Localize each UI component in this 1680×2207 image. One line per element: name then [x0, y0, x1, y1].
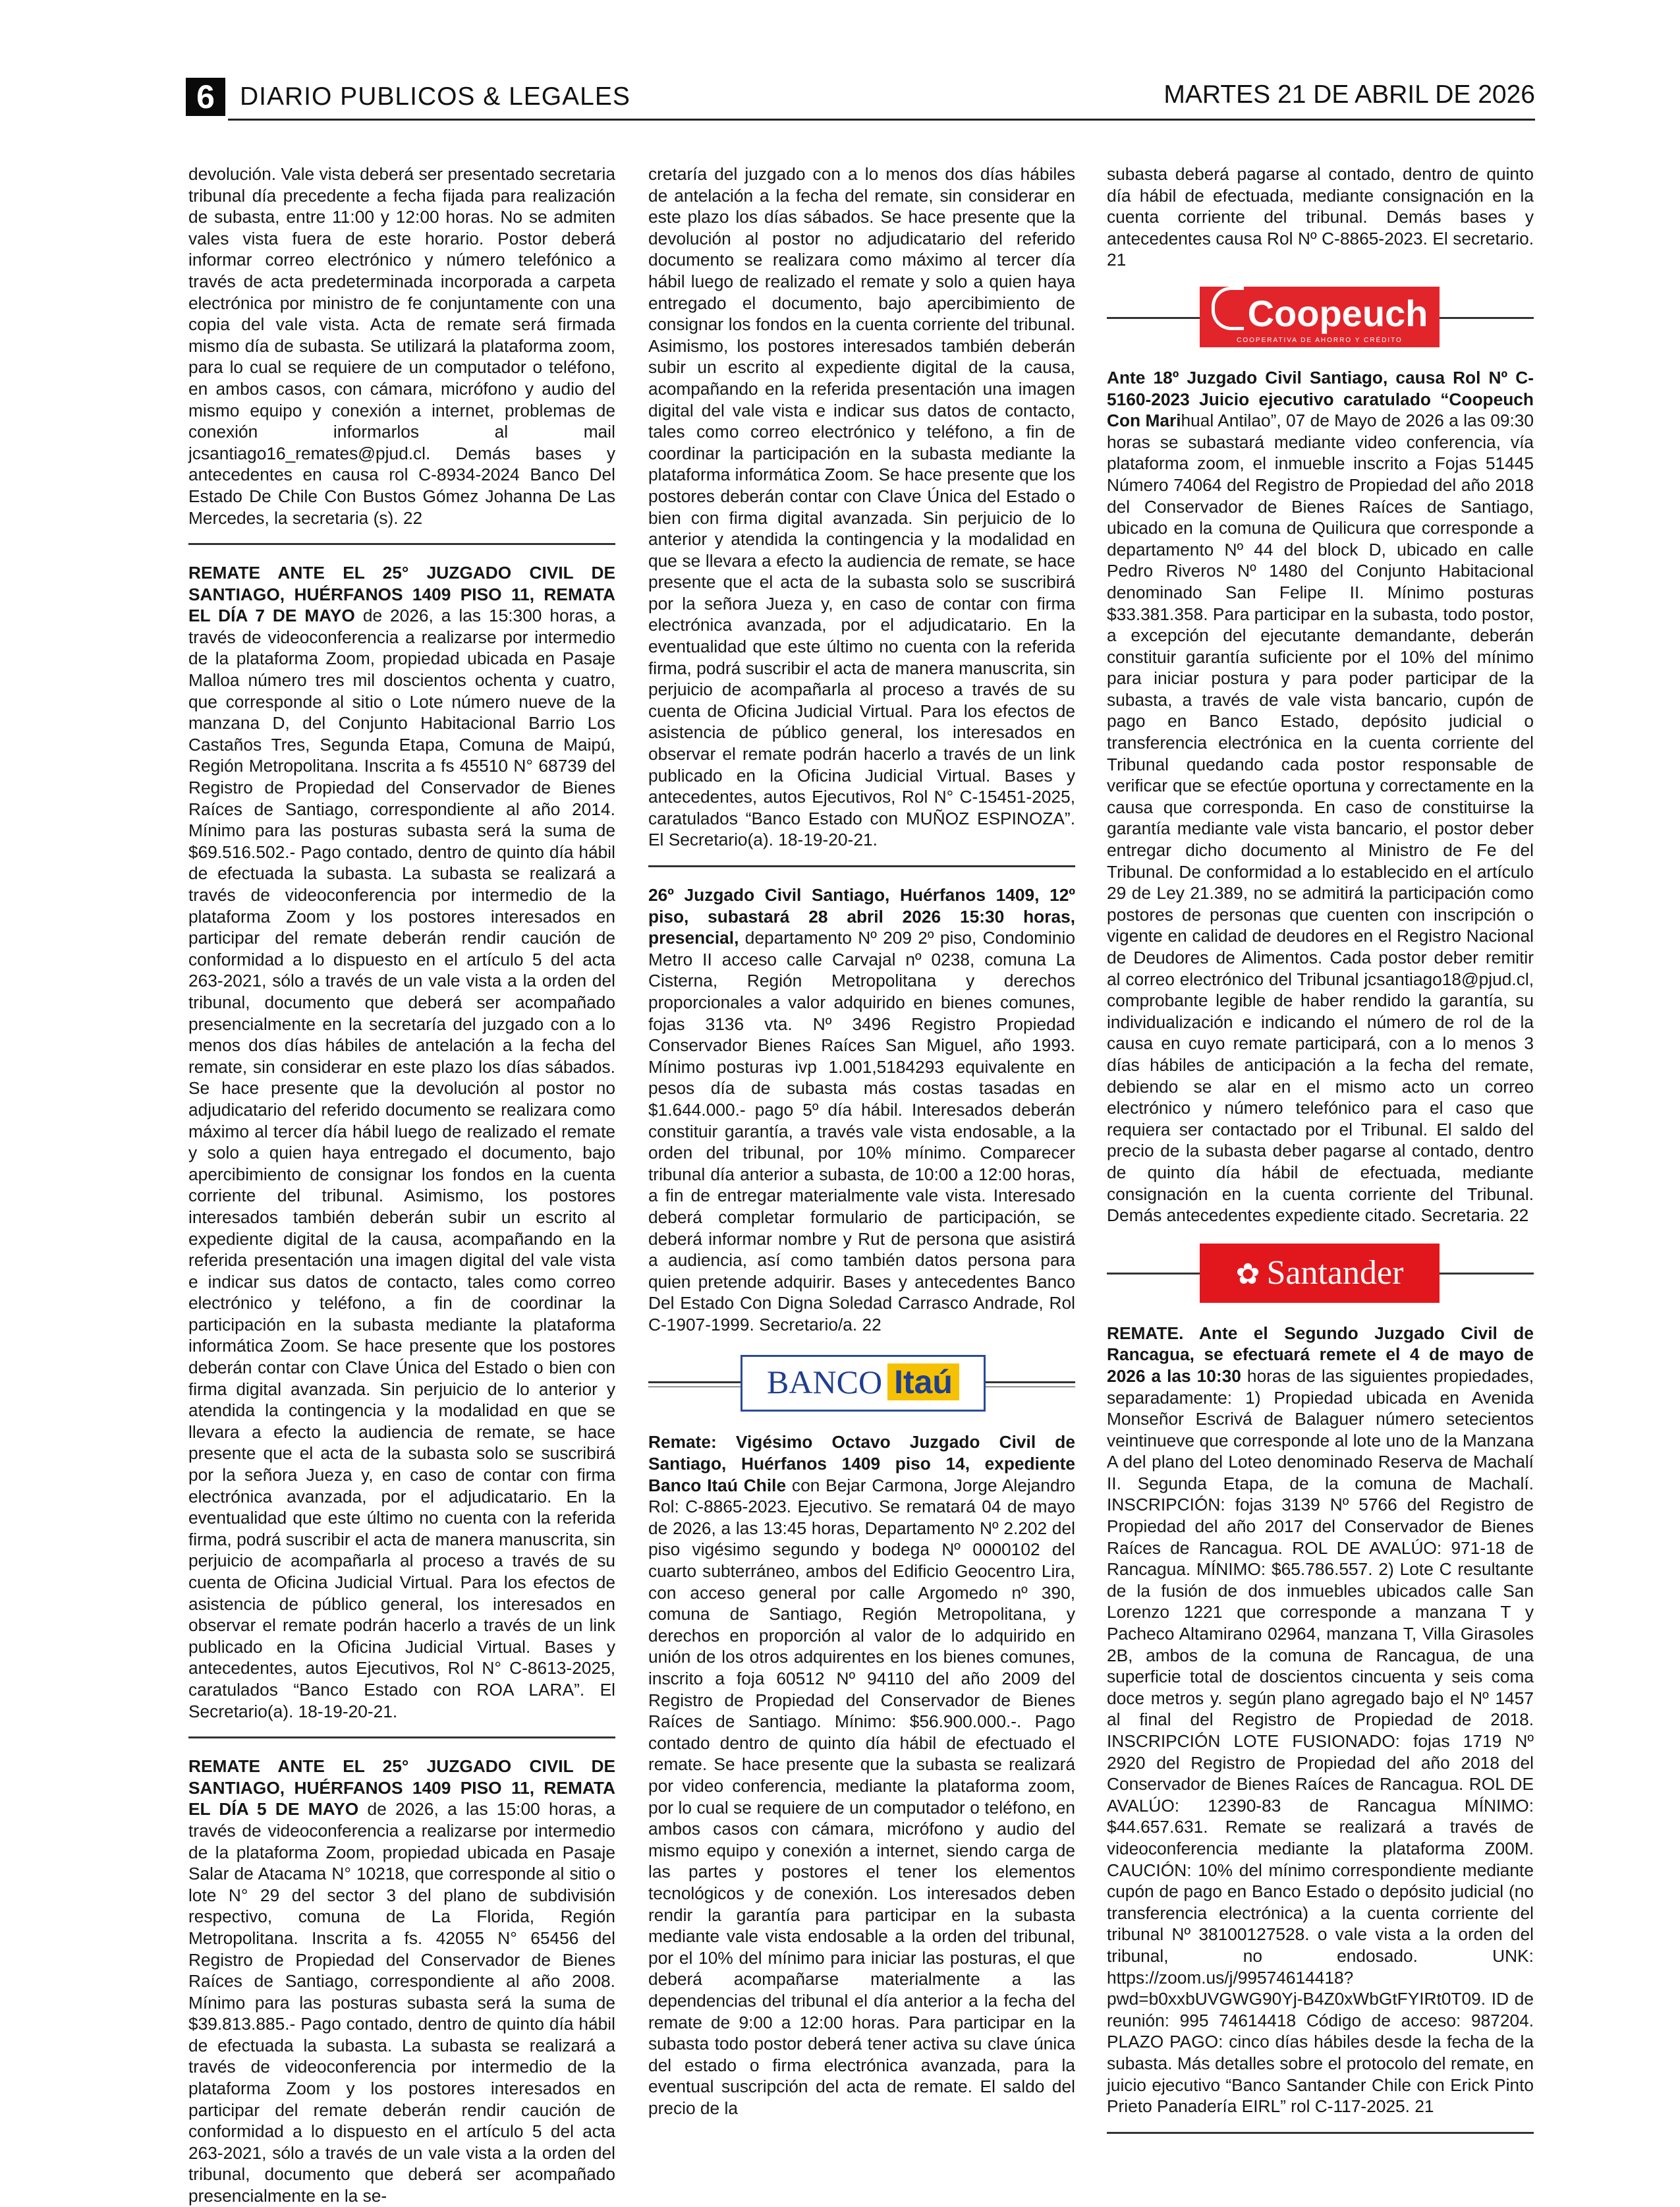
santander-logo-row — [1107, 1238, 1534, 1309]
notice-heading: REMATE ANTE EL 25° JUZGADO CIVIL DE SANTIAGO, HUÉRFANOS 1409 PISO 11, REMATA EL DÍA 7 DE MAYO — [188, 563, 615, 626]
column-2 — [648, 163, 1075, 2119]
legal-notice — [1107, 367, 1534, 1226]
legal-notice — [1107, 1323, 1534, 2117]
logo-coopeuch-tagline: COOPERATIVA DE AHORRO Y CRÉDITO — [1237, 336, 1403, 344]
column-1 — [188, 163, 615, 2207]
banco-itau-logo-row — [648, 1347, 1075, 1418]
notice-heading: REMATE. Ante el Segundo Juzgado Civil de Rancagua, se efectuará remete el 4 de mayo de 2026 a las 10:30 — [1107, 1323, 1534, 1386]
santander-flame-icon: ✿ — [1235, 1257, 1260, 1290]
legal-notice — [648, 1431, 1075, 2119]
header-rule — [228, 119, 1535, 121]
coopeuch-logo-row — [1107, 283, 1534, 354]
santander-logo — [1200, 1244, 1440, 1303]
legal-notice — [188, 562, 615, 1722]
notice-heading: Ante 18º Juzgado Civil Santiago, causa Rol Nº C-5160-2023 Juicio ejecutivo caratulado “Coopeuch Con Mari — [1107, 367, 1534, 431]
notice-body: departamento Nº 209 2º piso, Condominio Metro II acceso calle Carvajal nº 0238, comuna La Cisterna, Región Metropolitana y derechos proporcionales a valor adquirido en bienes comunes, fojas 3136 vta. Nº 3496 Registro Propiedad Conservador Bienes Raíces San Miguel, año 1993. Mínimo posturas ivp 1.001,5184293 equivalente en pesos día de subasta más costas tasadas en $1.644.000.- pago 5º día hábil. Interesados deberán constituir garantía, a través vale vista endosable, a la orden del tribunal, por 10% mínimo. Comparecer tribunal día anterior a subasta, de 10:00 a 12:00 horas, a fin de entregar materialmente vale vista. Interesado deberá completar formulario de participación, se deberá informar nombre y Rut de persona que asistirá a audiencia, así como también datos persona para quien pretende adquirir. Bases y antecedentes Banco Del Estado Con Digna Soledad Carrasco Andrade, Rol C-1907-1999. Secretario/a. 22 — [648, 928, 1075, 1334]
coopeuch-logo — [1200, 287, 1440, 347]
column-3 — [1107, 163, 1534, 2151]
page-header — [186, 78, 1535, 116]
notice-divider — [188, 543, 615, 545]
notice-continuation: devolución. Vale vista deberá ser presentado secretaria tribunal día precedente a fecha fijada para realización de subasta, entre 11:00 y 12:00 horas. No se admiten vales vista fuera de este horario. Postor deberá informar correo electrónico y número telefónico a través de acta predeterminada incorporada a carpeta electrónica por ministro de fe conjuntamente con una copia del vale vista. Acta de remate será firmada mismo día de subasta. Se utilizará la plataforma zoom, para lo cual se requiere de un computador o teléfono, en ambos casos, con cámara, micrófono y audio del mismo equipo y conexión a internet, problemas de conexión informarlos al mail jcsantiago16_remates@pjud.cl. Demás bases y antecedentes en causa rol C-8934-2024 Banco Del Estado De Chile Con Bustos Gómez Johanna De Las Mercedes, la secretaria (s). 22 — [188, 164, 615, 528]
notice-heading: REMATE ANTE EL 25° JUZGADO CIVIL DE SANTIAGO, HUÉRFANOS 1409 PISO 11, REMATA EL DÍA 5 DE MAYO — [188, 1756, 615, 1820]
notice-body: con Bejar Carmona, Jorge Alejandro Rol: C-8865-2023. Ejecutivo. Se rematará 04 de mayo de 2026, a las 13:45 horas, Departamento Nº 2.202 del piso vigésimo segundo y bodega Nº 0000102 del cuarto subterráneo, ambos del Edificio Geocentro Lira, con acceso general por calle Argomedo nº 390, comuna de Santiago, Región Metropolitana, y derechos en proporción al valor de lo adquirido en unión de los otros adquirentes en los bienes comunes, inscrito a foja 60512 Nº 94110 del año 2009 del Registro de Propiedad del Conservador de Bienes Raíces de Santiago. Mínimo: $56.900.000.-. Pago contado dentro de quinto día hábil de efectuado el remate. Se hace presente que la subasta se realizará por video conferencia, mediante la plataforma zoom, por lo cual se requiere de un computador o teléfono, en ambos casos con cámara, micrófono y audio del mismo equipo y conexión a internet, siendo carga de las partes y postores el tener los elementos tecnológicos y de conexión. Los interesados deben rendir la garantía para participar en la subasta mediante vale vista endosable a la orden del tribunal, por el 10% del mínimo para iniciar las posturas, el que deberá acompañarse materialmente a las dependencias del tribunal el día anterior a la fecha del remate de 9:00 a 12:00 horas. Para participar en la subasta todo postor deberá tener activa su clave única del estado o firma electrónica avanzada, para la eventual suscripción del acta de remate. El saldo del precio de la — [648, 1475, 1075, 2118]
notice-heading: 26º Juzgado Civil Santiago, Huérfanos 1409, 12º piso, subastará 28 abril 2026 15:30 horas, presencial, — [648, 885, 1075, 948]
coopeuch-mark-icon — [1212, 287, 1244, 330]
notice-body: de 2026, a las 15:00 horas, a través de videoconferencia a realizarse por intermedio de la plataforma Zoom, propiedad ubicada en Pasaje Salar de Atacama N° 10218, que corresponde al sitio o lote N° 29 del sector 3 del plano de subdivisión respectivo, comuna de La Florida, Región Metropolitana. Inscrita a fs. 42055 N° 65456 del Registro de Propiedad del Conservador de Bienes Raíces de Santiago, correspondiente al año 2008. Mínimo para las posturas subasta será la suma de $39.813.885.- Pago contado, dentro de quinto día hábil de efectuada la subasta. La subasta se realizará a través de videoconferencia por intermedio de la plataforma Zoom y los postores interesados en participar del remate deberán rendir caución de conformidad a lo dispuesto en el artículo 5 del acta 263-2021, sólo a través de un vale vista a la orden del tribunal, documento que deberá ser acompañado presencialmente en la se- — [188, 1799, 615, 2206]
legal-notice — [648, 884, 1075, 1335]
logo-coopeuch-text: Coopeuch — [1247, 292, 1428, 334]
page-number: 6 — [186, 78, 225, 116]
notice-body: de 2026, a las 15:300 horas, a través de videoconferencia a realizarse por intermedio de la plataforma Zoom, propiedad ubicada en Pasaje Malloa número tres mil doscientos ochenta y cuatro, que corresponde al sitio o Lote número nueve de la manzana D, del Conjunto Habitacional Barrio Los Castaños Tres, Segunda Etapa, Comuna de Maipú, Región Metropolitana. Inscrita a fs 45510 N° 68739 del Registro de Propiedad del Conservador de Bienes Raíces de Santiago, correspondiente al año 2014. Mínimo para las posturas subasta será la suma de $69.516.502.- Pago contado, dentro de quinto día hábil de efectuada la subasta. La subasta se realizará a través de videoconferencia por intermedio de la plataforma Zoom y los postores interesados en participar del remate deberán rendir caución de conformidad a lo dispuesto en el artículo 5 del acta 263-2021, sólo a través de un vale vista a la orden del tribunal, documento que deberá ser acompañado presencialmente en la secretaría del juzgado con a lo menos dos días hábiles de antelación a la fecha del remate, sin considerar en este plazo los días sábados. Se hace presente que la devolución al postor no adjudicatario del referido documento se realizara como máximo al tercer día hábil luego de realizado el remate y solo a quien haya entregado el documento, bajo apercibimiento de consignar los fondos en la cuenta corriente del tribunal. Asimismo, los postores interesados también deberán subir un escrito al expediente digital de la causa, acompañando en la referida presentación una imagen digital del vale vista e indicar sus datos de contacto, tales como correo electrónico y teléfono, a fin de coordinar la participación en la subasta mediante la plataforma informática Zoom. Se hace presente que los postores deberán contar con Clave Única del Estado o bien con firma digital avanzada. Sin perjuicio de lo anterior y atendida la contingencia y la modalidad en que se llevara a efecto la audiencia de remate, se hace presente que el acta de la subasta solo se suscribirá por la señora Jueza y, en caso de contar con firma electrónica avanzada, por el adjudicatario. En la eventualidad que este último no cuenta con la referida firma, podrá suscribir el acta de manera manuscrita, sin perjuicio de acompañarla al proceso a través de su cuenta de Oficina Judicial Virtual. Para los efectos de asistencia de público general, los interesados en observar el remate podrán hacerlo a través de un link publicado en la Oficina Judicial Virtual. Bases y antecedentes, autos Ejecutivos, Rol N° C-8613-2025, caratulados “Banco Estado con ROA LARA”. El Secretario(a). 18-19-20-21. — [188, 606, 615, 1721]
notice-continuation: cretaría del juzgado con a lo menos dos días hábiles de antelación a la fecha del remate, sin considerar en este plazo los días sábados. Se hace presente que la devolución al postor no adjudicatario del referido documento se realizara como máximo al tercer día hábil luego de realizado el remate y solo a quien haya entregado el documento, bajo apercibimiento de consignar los fondos en la cuenta corriente del tribunal. Asimismo, los postores interesados también deberán subir un escrito al expediente digital de la causa, acompañando en la referida presentación una imagen digital del vale vista e indicar sus datos de contacto, tales como correo electrónico y teléfono, a fin de coordinar la participación en la subasta mediante la plataforma informática Zoom. Se hace presente que los postores deberán contar con Clave Única del Estado o bien con firma digital avanzada. Sin perjuicio de lo anterior y atendida la contingencia y la modalidad en que se llevara a efecto la audiencia de remate, se hace presente que el acta de la subasta solo se suscribirá por la señora Jueza y, en caso de contar con firma electrónica avanzada, por el adjudicatario. En la eventualidad que este último no cuenta con la referida firma, podrá suscribir el acta de manera manuscrita, sin perjuicio de acompañarla al proceso a través de su cuenta de Oficina Judicial Virtual. Para los efectos de asistencia de público general, los interesados en observar el remate podrán hacerlo a través de un link publicado en la Oficina Judicial Virtual. Bases y antecedentes, autos Ejecutivos, Rol N° C-15451-2025, caratulados “Banco Estado con MUÑOZ ESPINOZA”. El Secretario(a). 18-19-20-21. — [648, 164, 1075, 850]
notice-continuation: subasta deberá pagarse al contado, dentro de quinto día hábil de efectuada, mediante consignación en la cuenta corriente del tribunal. Demás bases y antecedentes causa Rol Nº C-8865-2023. El secretario. 21 — [1107, 164, 1534, 270]
publication-name: DIARIO PUBLICOS & LEGALES — [240, 82, 630, 111]
banco-itau-logo — [741, 1355, 986, 1412]
notice-divider — [648, 865, 1075, 867]
logo-banco-text: BANCO — [767, 1363, 883, 1401]
notice-body: horas de las siguientes propiedades, separadamente: 1) Propiedad ubicada en Avenida Monseñor Escrivá de Balaguer número setecientos veintinueve que corresponde al lote uno de la Manzana A del plano del Loteo denominado Reserva de Machalí II. Segunda Etapa, de la comuna de Machalí. INSCRIPCIÓN: fojas 3139 Nº 5766 del Registro de Propiedad del año 2017 del Conservador de Bienes Raíces de Rancagua. ROL DE AVALÚO: 971-18 de Rancagua. MÍNIMO: $65.786.557. 2) Lote C resultante de la fusión de dos inmuebles ubicados calle San Lorenzo 1221 que corresponde a manzana T y Pacheco Altamirano 02964, manzana T, Villa Girasoles 2B, ambos de la comuna de Rancagua, de una superficie total de doscientos cincuenta y seis coma doce metros y. según plano agregado bajo el Nº 1457 al final del Registro de Propiedad de 2018. INSCRIPCIÓN LOTE FUSIONADO: fojas 1719 Nº 2920 del Registro de Propiedad del año 2018 del Conservador de Bienes Raíces de Rancagua. ROL DE AVALÚO: 12390-83 de Rancagua MÍNIMO: $44.657.631. Remate se realizará a través de videoconferencia mediante la plataforma Z00M. CAUCIÓN: 10% del mínimo correspondiente mediante cupón de pago en Banco Estado o depósito judicial (no transferencia electrónica) a la cuenta corriente del tribunal Nº 38100127528. o vale vista a la orden del tribunal, no endosado. UNK: https://zoom.us/j/99574614418?pwd=b0xxbUVGWG90Yj-B4Z0xWbGtFYIRt0T09. ID de reunión: 995 74614418 Código de acceso: 987204. PLAZO PAGO: cinco días hábiles desde la fecha de la subasta. Más detalles sobre el protocolo del remate, en juicio ejecutivo “Banco Santander Chile con Erick Pinto Prieto Panadería EIRL” rol C-117-2025. 21 — [1107, 1365, 1534, 2117]
notice-heading: Remate: Vigésimo Octavo Juzgado Civil de Santiago, Huérfanos 1409 piso 14, expediente Banco Itaú Chile — [648, 1432, 1075, 1495]
logo-santander-text: Santander — [1266, 1253, 1404, 1292]
publication-date: MARTES 21 DE ABRIL DE 2026 — [1163, 80, 1535, 109]
legal-notice — [188, 1756, 615, 2206]
notice-divider — [188, 1736, 615, 1738]
notice-divider — [1107, 2132, 1534, 2134]
logo-itau-text: Itaú — [887, 1363, 959, 1400]
notice-body: hual Antilao”, 07 de Mayo de 2026 a las 09:30 horas se subastará mediante video conferencia, vía plataforma zoom, el inmueble inscrito a Fojas 51445 Número 74064 del Registro de Propiedad del año 2018 del Conservador de Bienes Raíces de Santiago, ubicado en la comuna de Quilicura que corresponde a departamento Nº 44 del block D, ubicado en calle Pedro Riveros Nº 1480 del Conjunto Habitacional denominado San Felipe II. Mínimo posturas $33.381.358. Para participar en la subasta, todo postor, a excepción del ejecutante demandante, deberán constituir garantía suficiente por el 10% del mínimo para iniciar postura y para poder participar de la subasta, a través de vale vista bancario, cupón de pago en Banco Estado, depósito judicial o transferencia electrónica en la cuenta corriente del Tribunal quedando cada postor responsable de verificar que se efectúe oportuna y correctamente en la causa que corresponda. En caso de constituirse la garantía mediante vale vista bancario, el postor deber entregar dicho documento al Ministro de Fe del Tribunal. De conformidad a lo establecido en el artículo 29 de Ley 21.389, no se admitirá la participación como postores de personas que cuenten con inscripción o vigente en calidad de deudores en el Registro Nacional de Deudores de Alimentos. Cada postor deber remitir al correo electrónico del Tribunal jcsantiago18@pjud.cl, comprobante legible de haber rendido la garantía, su individualización e indicando el número de rol de la causa en cuyo remate participará, con a lo menos 3 días hábiles de anticipación a la fecha del remate, debiendo se alar en el mismo acto un correo electrónico y número telefónico para el caso que requiera ser contactado por el Tribunal. El saldo del precio de la subasta deber pagarse al contado, dentro de quinto día hábil de efectuada, mediante consignación en la cuenta corriente del Tribunal. Demás antecedentes expediente citado. Secretaria. 22 — [1107, 411, 1534, 1226]
